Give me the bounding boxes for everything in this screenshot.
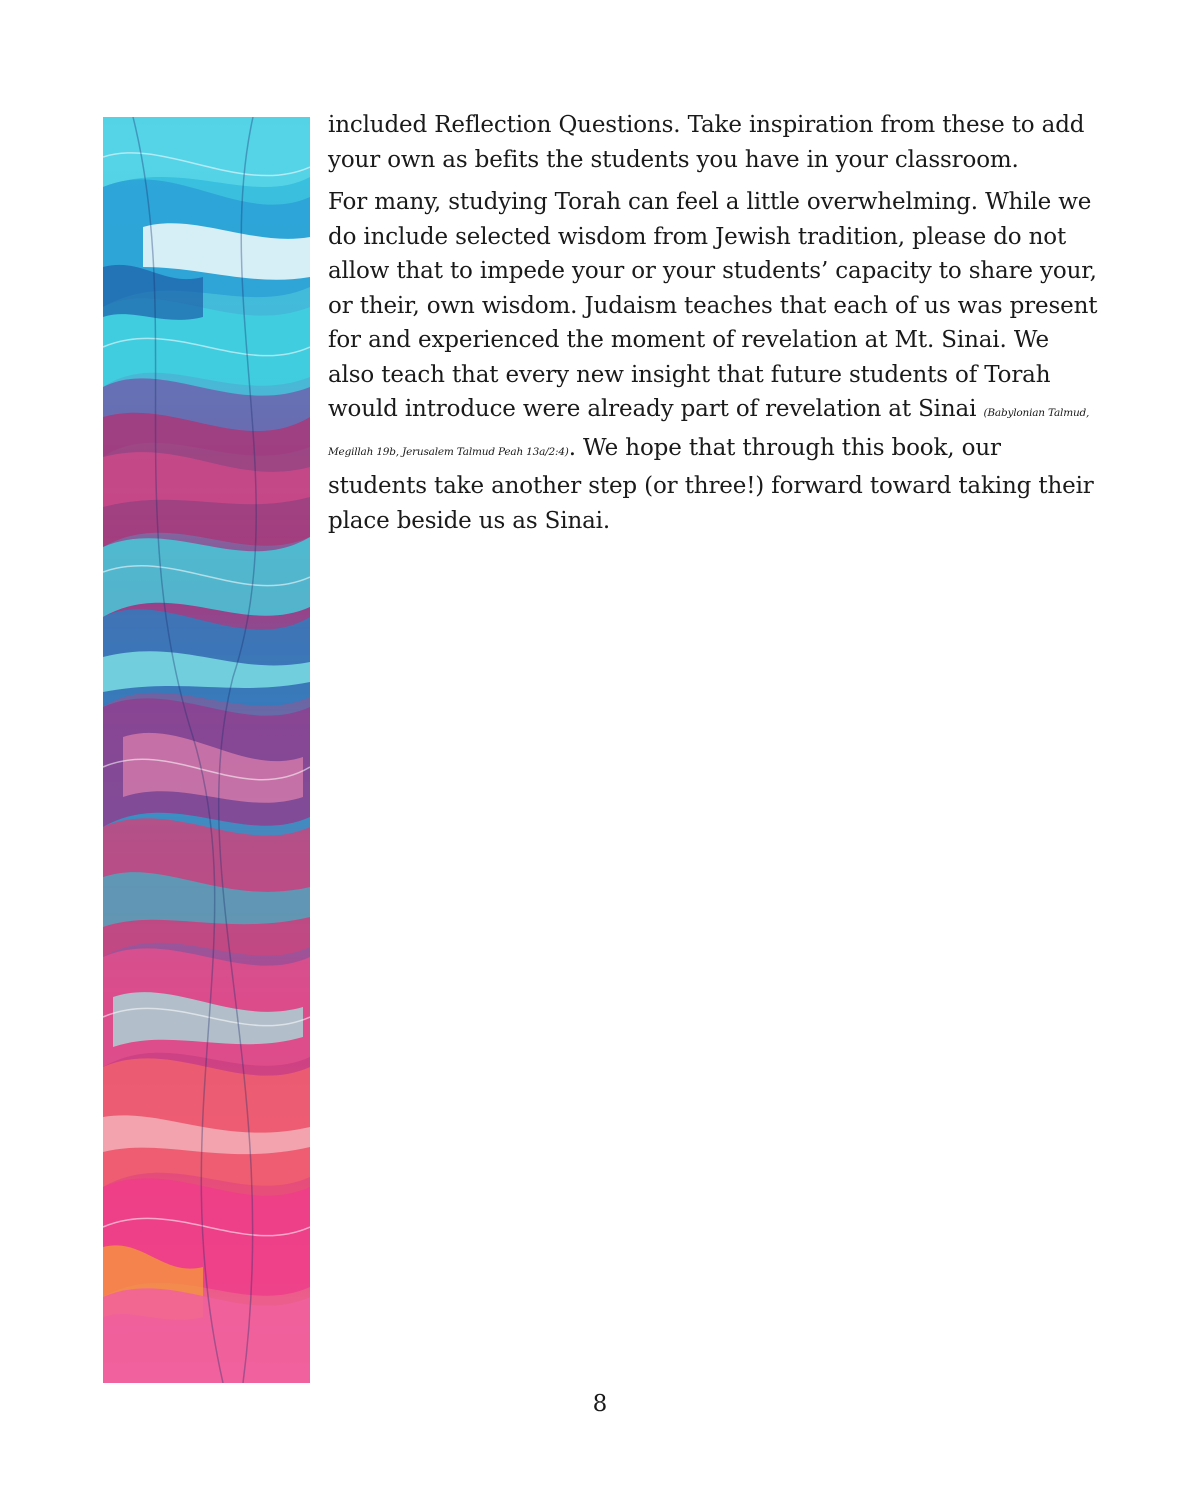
page-number: 8 — [592, 1391, 608, 1417]
paragraph-text: included Reflection Questions. Take inspiration from these to add your own as befits the students you have in your classroom. — [328, 112, 1085, 173]
watercolor-waves-image — [103, 117, 310, 1383]
talmud-citation: (Babylonian Talmud, Megillah 19b, Jerusalem Talmud Peah 13a/2:4) — [328, 407, 1090, 458]
paragraph-reflection — [328, 108, 1100, 177]
paragraph-torah-study — [328, 185, 1100, 538]
abstract-watercolor-decoration — [103, 117, 310, 1383]
paragraph-text-before-citation: For many, studying Torah can feel a little overwhelming. While we do include selected wisdom from Jewish tradition, please do not allow that to impede your or your students’ capacity to share your, or their, own wisdom. Judaism teaches that each of us was present for and experienced the moment of revelation at Mt. Sinai. We also teach that every new insight that future students of Torah would introduce were already part of revelation at Sinai — [328, 189, 1098, 422]
body-text — [328, 108, 1100, 546]
paragraph-text-after-citation: . We hope that through this book, our students take another step (or three!) forward toward taking their place beside us as Sinai. — [328, 434, 1094, 534]
